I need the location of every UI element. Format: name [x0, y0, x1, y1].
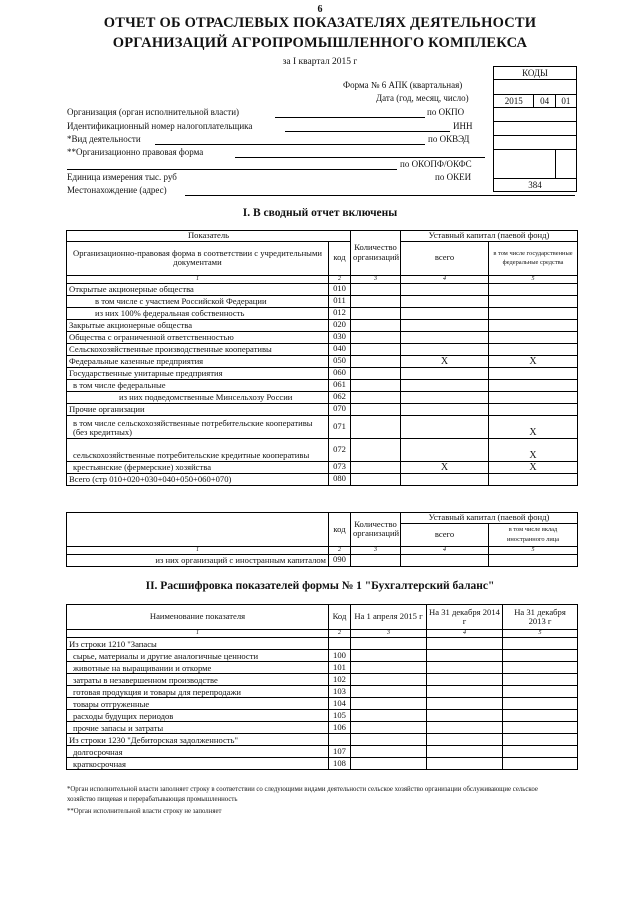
table-row — [67, 319, 578, 331]
s1f-row-foreign[interactable] — [489, 554, 578, 566]
field-activity-label: *Вид деятельности — [67, 134, 141, 144]
s1-row-code: 062 — [329, 391, 351, 403]
s1-row-code: 011 — [329, 295, 351, 307]
s1-row-capital-total[interactable] — [401, 295, 489, 307]
s2-row-name: Из строки 1230 "Дебиторская задолженность" — [67, 734, 329, 746]
s1-row-capital-total[interactable] — [401, 473, 489, 485]
s1-row-code: 020 — [329, 319, 351, 331]
s1-row-capital-total[interactable] — [401, 283, 489, 295]
codes-table — [493, 66, 577, 192]
s1-row-name: Открытые акционерные общества — [67, 283, 329, 295]
date-day[interactable]: 01 — [555, 95, 576, 108]
s2-row-value-apr2015[interactable] — [351, 662, 427, 674]
s2-row-code: 105 — [329, 710, 351, 722]
s2-row-value-dec2014[interactable] — [427, 650, 503, 662]
table-row — [67, 331, 578, 343]
s2-head-name: Наименование показателя — [67, 605, 329, 630]
s1-head-total: всего — [401, 241, 489, 275]
s1-row-count[interactable] — [351, 367, 401, 379]
table-row — [67, 662, 578, 674]
s1-row-capital-total[interactable] — [401, 391, 489, 403]
s2-row-name: затраты в незавершенном производстве — [67, 674, 329, 686]
s1-colnum-1: 1 — [67, 275, 329, 283]
table-row — [67, 415, 578, 438]
s2-colnum-4: 4 — [427, 630, 503, 638]
s2-colnum-1: 1 — [67, 630, 329, 638]
s2-row-code: 101 — [329, 662, 351, 674]
s1-row-count[interactable] — [351, 438, 401, 461]
s1-row-capital-state[interactable] — [489, 473, 578, 485]
s2-row-value-dec2013[interactable] — [503, 686, 578, 698]
field-legal-form-label: **Организационно правовая форма — [67, 147, 204, 157]
field-okei-code: по ОКЕИ — [435, 172, 472, 182]
s1-colnum-4: 4 — [401, 275, 489, 283]
okopf-code-cell[interactable] — [494, 150, 556, 179]
s2-row-name: расходы будущих периодов — [67, 710, 329, 722]
s1-row-code: 030 — [329, 331, 351, 343]
s1-row-count[interactable] — [351, 319, 401, 331]
s2-row-value-dec2013[interactable] — [503, 734, 578, 746]
s1-row-name: Общества с ограниченной ответственностью — [67, 331, 329, 343]
s1-row-name: в том числе федеральные — [67, 379, 329, 391]
s2-row-value-apr2015[interactable] — [351, 734, 427, 746]
form-label: Форма № 6 АПК (квартальная) — [343, 80, 463, 90]
s1-row-capital-total[interactable] — [401, 379, 489, 391]
table-row — [67, 674, 578, 686]
s1-row-capital-state[interactable] — [489, 307, 578, 319]
table-row — [67, 403, 578, 415]
s1f-head-total: всего — [401, 523, 489, 546]
table-row — [67, 758, 578, 770]
s2-row-value-dec2013[interactable] — [503, 650, 578, 662]
s2-row-value-apr2015[interactable] — [351, 686, 427, 698]
s1-row-name: из них подведомственные Минсельхозу России — [67, 391, 329, 403]
s1-row-count[interactable] — [351, 355, 401, 367]
s2-row-code: 103 — [329, 686, 351, 698]
s2-row-value-dec2013[interactable] — [503, 674, 578, 686]
s1-row-count[interactable] — [351, 461, 401, 473]
s1-row-capital-state[interactable] — [489, 343, 578, 355]
s1-row-capital-state[interactable] — [489, 283, 578, 295]
s2-row-value-dec2014[interactable] — [427, 686, 503, 698]
s2-row-value-apr2015[interactable] — [351, 746, 427, 758]
field-legal-form-line2[interactable] — [67, 169, 397, 170]
s2-row-value-dec2013[interactable] — [503, 662, 578, 674]
field-activity-line[interactable] — [155, 144, 425, 145]
s1-row-count[interactable] — [351, 415, 401, 438]
s1-row-count[interactable] — [351, 331, 401, 343]
s1-head-name: Организационно-правовая форма в соответствии с учредительными документами — [67, 241, 329, 275]
footnote-1: *Орган исполнительной власти заполняет строку в соответствии со следующими видами деятельности сельское хозяйство организации обслуживающие сельское хозяйство пищевая и перерабатывающая промышленность — [67, 786, 538, 803]
date-month[interactable]: 04 — [534, 95, 555, 108]
table-row — [67, 722, 578, 734]
s1-row-code: 070 — [329, 403, 351, 415]
s1-head-state: в том числе государственные федеральные средства — [489, 241, 578, 275]
s1f-row-name: из них организаций с иностранным капиталом — [67, 554, 329, 566]
s2-row-value-dec2014[interactable] — [427, 722, 503, 734]
s2-row-value-dec2013[interactable] — [503, 698, 578, 710]
report-period: за I квартал 2015 г — [282, 57, 358, 67]
page-number: 6 — [317, 4, 323, 15]
field-inn-label: Идентификационный номер налогоплательщика — [67, 121, 253, 131]
s2-row-value-dec2013[interactable] — [503, 638, 578, 650]
s1-row-name: в том числе сельскохозяйственные потребительские кооперативы (без кредитных) — [67, 415, 329, 438]
s2-row-name: краткосрочная — [67, 758, 329, 770]
s2-head-col3: На 1 апреля 2015 г — [351, 605, 427, 630]
field-okved-code: по ОКВЭД — [428, 134, 470, 144]
s1-row-capital-total[interactable]: X — [401, 355, 489, 367]
s1-row-capital-state[interactable] — [489, 391, 578, 403]
s2-row-code — [329, 638, 351, 650]
date-label: Дата (год, месяц, число) — [376, 93, 469, 103]
s1-colnum-3: 3 — [351, 275, 401, 283]
s1-row-code: 050 — [329, 355, 351, 367]
s2-row-value-dec2014[interactable] — [427, 746, 503, 758]
s1-row-name: Закрытые акционерные общества — [67, 319, 329, 331]
table-row — [67, 686, 578, 698]
table-row — [67, 307, 578, 319]
s2-row-value-dec2013[interactable] — [503, 722, 578, 734]
s2-row-value-apr2015[interactable] — [351, 650, 427, 662]
table-row — [67, 734, 578, 746]
s1-row-count[interactable] — [351, 403, 401, 415]
field-address-line[interactable] — [185, 195, 575, 196]
s1-row-capital-state[interactable] — [489, 367, 578, 379]
s2-row-code — [329, 734, 351, 746]
table-row — [67, 746, 578, 758]
s2-row-code: 104 — [329, 698, 351, 710]
s1f-row-count[interactable] — [351, 554, 401, 566]
s1-row-code: 012 — [329, 307, 351, 319]
s2-row-value-apr2015[interactable] — [351, 674, 427, 686]
s1f-colnum-5: 5 — [489, 546, 578, 554]
s1-row-count[interactable] — [351, 343, 401, 355]
s1-row-code: 040 — [329, 343, 351, 355]
s1-head-code: код — [329, 241, 351, 275]
s2-row-value-apr2015[interactable] — [351, 758, 427, 770]
field-unit-label: Единица измерения тыс. руб — [67, 172, 177, 182]
s1f-head-count: Количество организаций — [351, 513, 401, 547]
s2-row-value-apr2015[interactable] — [351, 638, 427, 650]
s1-row-name: Прочие организации — [67, 403, 329, 415]
s2-row-code: 102 — [329, 674, 351, 686]
table-row — [67, 638, 578, 650]
s2-row-code: 100 — [329, 650, 351, 662]
s1-row-count[interactable] — [351, 283, 401, 295]
table-row — [67, 379, 578, 391]
section2-table — [66, 604, 578, 770]
s2-row-value-dec2013[interactable] — [503, 710, 578, 722]
s2-colnum-3: 3 — [351, 630, 427, 638]
field-organization-line[interactable] — [275, 117, 425, 118]
inn-code-cell[interactable] — [494, 122, 577, 136]
okved-code-cell[interactable] — [494, 136, 577, 150]
s1-row-capital-state[interactable]: X — [489, 355, 578, 367]
report-title-line2: ОРГАНИЗАЦИЙ АГРОПРОМЫШЛЕННОГО КОМПЛЕКСА — [112, 35, 528, 51]
s1-row-capital-total[interactable] — [401, 319, 489, 331]
table-row — [67, 367, 578, 379]
s1-row-capital-total[interactable] — [401, 438, 489, 461]
s1-row-capital-total[interactable] — [401, 403, 489, 415]
s1-row-name: из них 100% федеральная собственность — [67, 307, 329, 319]
okfs-code-cell[interactable] — [555, 150, 576, 179]
s2-row-value-dec2014[interactable] — [427, 698, 503, 710]
s1-row-capital-state[interactable]: X — [489, 415, 578, 438]
report-title-line1: ОТЧЕТ ОБ ОТРАСЛЕВЫХ ПОКАЗАТЕЛЯХ ДЕЯТЕЛЬНОСТИ — [103, 15, 537, 31]
field-okopf-code: по ОКОПФ/ОКФС — [400, 159, 472, 169]
s1-row-capital-state[interactable] — [489, 319, 578, 331]
s2-row-code: 107 — [329, 746, 351, 758]
date-year[interactable]: 2015 — [494, 95, 534, 108]
s1-row-name: Федеральные казенные предприятия — [67, 355, 329, 367]
s1f-colnum-2: 2 — [329, 546, 351, 554]
s1f-row-code: 090 — [329, 554, 351, 566]
s2-row-name: долгосрочная — [67, 746, 329, 758]
s1-row-capital-state[interactable] — [489, 379, 578, 391]
s1-row-capital-total[interactable] — [401, 367, 489, 379]
s1-row-capital-total[interactable] — [401, 331, 489, 343]
field-inn-code: ИНН — [453, 121, 473, 131]
s2-row-value-dec2014[interactable] — [427, 734, 503, 746]
field-organization-label: Организация (орган исполнительной власти) — [67, 107, 240, 117]
footnote-2: **Орган исполнительной власти строку не заполняет — [67, 808, 222, 815]
s2-row-name: готовая продукция и товары для перепродажи — [67, 686, 329, 698]
s1f-colnum-3: 3 — [351, 546, 401, 554]
s2-row-value-dec2014[interactable] — [427, 710, 503, 722]
table-row — [67, 698, 578, 710]
s1-row-count[interactable] — [351, 473, 401, 485]
s2-row-name: Из строки 1210 "Запасы — [67, 638, 329, 650]
s1f-head-capital: Уставный капитал (паевой фонд) — [401, 513, 578, 524]
s1-row-name: Всего (стр 010+020+030+040+050+060+070) — [67, 473, 329, 485]
s2-colnum-2: 2 — [329, 630, 351, 638]
s2-row-code: 108 — [329, 758, 351, 770]
s2-row-value-apr2015[interactable] — [351, 698, 427, 710]
okei-code-cell[interactable]: 384 — [494, 179, 577, 192]
s1-row-name: крестьянские (фермерские) хозяйства — [67, 461, 329, 473]
s2-row-code: 106 — [329, 722, 351, 734]
table-row — [67, 473, 578, 485]
s1f-head-code: код — [329, 513, 351, 547]
table-row — [67, 710, 578, 722]
s1-row-capital-total[interactable] — [401, 415, 489, 438]
s2-row-value-dec2013[interactable] — [503, 746, 578, 758]
s1-head-capital: Уставный капитал (паевой фонд) — [401, 231, 578, 242]
s2-row-value-apr2015[interactable] — [351, 710, 427, 722]
s2-row-name: сырье, материалы и другие аналогичные ценности — [67, 650, 329, 662]
s2-row-name: товары отгруженные — [67, 698, 329, 710]
s2-row-name: прочие запасы и затраты — [67, 722, 329, 734]
s1f-row-total[interactable] — [401, 554, 489, 566]
table-row — [67, 391, 578, 403]
s2-head-code: Код — [329, 605, 351, 630]
field-legal-form-line[interactable] — [235, 157, 485, 158]
field-okpo-code: по ОКПО — [427, 107, 465, 117]
okpo-code-cell[interactable] — [494, 108, 577, 122]
s2-head-col5: На 31 декабря 2013 г — [503, 605, 578, 630]
section1-foreign-table — [66, 512, 578, 567]
s1-row-name: Сельскохозяйственные производственные кооперативы — [67, 343, 329, 355]
table-row — [67, 461, 578, 473]
table-row — [67, 355, 578, 367]
field-address-label: Местонахождение (адрес) — [67, 185, 167, 195]
s1-row-code: 010 — [329, 283, 351, 295]
s1-row-capital-total[interactable] — [401, 307, 489, 319]
s2-row-value-dec2014[interactable] — [427, 758, 503, 770]
s1-row-count[interactable] — [351, 307, 401, 319]
s2-row-value-dec2013[interactable] — [503, 758, 578, 770]
section2-title: II. Расшифровка показателей формы № 1 "Бухгалтерский баланс" — [145, 580, 495, 592]
s2-row-name: животные на выращивании и откорме — [67, 662, 329, 674]
s2-row-value-dec2014[interactable] — [427, 662, 503, 674]
s1-row-capital-total[interactable] — [401, 343, 489, 355]
s2-head-col4: На 31 декабря 2014 г — [427, 605, 503, 630]
section1-table — [66, 230, 578, 486]
s1f-colnum-1: 1 — [67, 546, 329, 554]
s2-colnum-5: 5 — [503, 630, 578, 638]
s1-row-name: Государственные унитарные предприятия — [67, 367, 329, 379]
s1-colnum-2: 2 — [329, 275, 351, 283]
table-row — [67, 283, 578, 295]
s1-row-count[interactable] — [351, 391, 401, 403]
table-row — [67, 650, 578, 662]
s1-row-capital-state[interactable] — [489, 403, 578, 415]
s1-row-capital-total[interactable]: X — [401, 461, 489, 473]
s1-colnum-5: 5 — [489, 275, 578, 283]
s1-row-count[interactable] — [351, 295, 401, 307]
table-row — [67, 295, 578, 307]
section1-title: I. В сводный отчет включены — [242, 207, 398, 219]
s1-row-code: 060 — [329, 367, 351, 379]
s1-row-code: 061 — [329, 379, 351, 391]
s1-row-capital-state[interactable]: X — [489, 438, 578, 461]
table-row — [67, 438, 578, 461]
s1-row-capital-state[interactable]: X — [489, 461, 578, 473]
codes-header: КОДЫ — [494, 67, 577, 80]
s2-row-value-apr2015[interactable] — [351, 722, 427, 734]
s1-row-name: сельскохозяйственные потребительские кредитные кооперативы — [67, 438, 329, 461]
form-code-cell[interactable] — [494, 80, 577, 95]
s1-head-indicator: Показатель — [67, 231, 351, 242]
s1-row-code: 071 — [329, 415, 351, 438]
s2-row-value-dec2014[interactable] — [427, 638, 503, 650]
s1-row-capital-state[interactable] — [489, 331, 578, 343]
s1f-head-foreign: в том числе вклад иностранного лица — [489, 523, 578, 546]
s1-row-capital-state[interactable] — [489, 295, 578, 307]
s1f-colnum-4: 4 — [401, 546, 489, 554]
s1-row-name: в том числе с участием Российской Федерации — [67, 295, 329, 307]
s1-row-code: 080 — [329, 473, 351, 485]
s1-row-code: 073 — [329, 461, 351, 473]
field-inn-line[interactable] — [285, 131, 450, 132]
s1-row-count[interactable] — [351, 379, 401, 391]
s1f-blank — [67, 513, 329, 547]
s2-row-value-dec2014[interactable] — [427, 674, 503, 686]
s1-head-count: Количество организаций — [351, 231, 401, 276]
table-row — [67, 343, 578, 355]
s1-row-code: 072 — [329, 438, 351, 461]
